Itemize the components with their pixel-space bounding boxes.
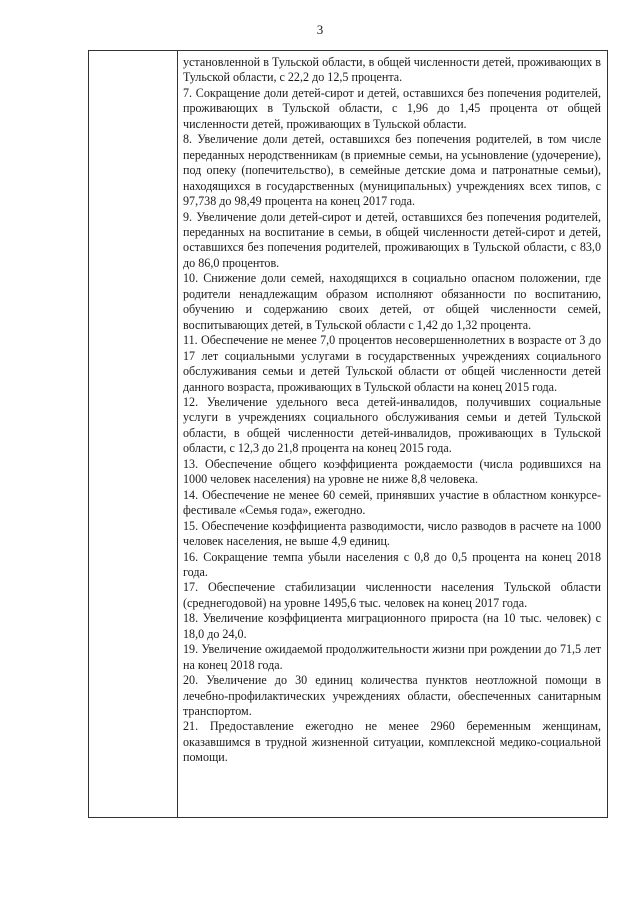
paragraph-item-21: 21. Предоставление ежегодно не менее 2960 беременным женщинам, оказавшимся в трудной жизненной ситуации, комплексной медико-социальной помощи.	[183, 719, 601, 765]
paragraph-item-14: 14. Обеспечение не менее 60 семей, принявших участие в областном конкурсе-фестивале «Семья года», ежегодно.	[183, 487, 601, 518]
paragraph-item-10: 10. Снижение доли семей, находящихся в социально опасном положении, где родители ненадлежащим образом исполняют обязанности по воспитанию, обучению и содержанию своих детей, от общей численности семей, воспитывающих детей, в Тульской области с 1,42 до 1,32 процента.	[183, 271, 601, 332]
paragraph-item-16: 16. Сокращение темпа убыли населения с 0,8 до 0,5 процента на конец 2018 года.	[183, 549, 601, 579]
paragraph-item-15: 15. Обеспечение коэффициента разводимости, число разводов в расчете на 1000 человек населения, не выше 4,9 единиц.	[183, 518, 601, 549]
document-table	[88, 50, 608, 818]
table-left-column	[89, 51, 178, 817]
paragraph-item-12: 12. Увеличение удельного веса детей-инвалидов, получивших социальные услуги в учреждениях социального обслуживания семьи и детей Тульской области, в общей численности детей-инвалидов, проживающих в Тульской области, с 12,3 до 21,8 процента на конец 2015 года.	[183, 394, 601, 456]
table-right-column	[178, 51, 607, 817]
paragraph-item-9: 9. Увеличение доли детей-сирот и детей, оставшихся без попечения родителей, переданных на воспитание в семьи, в общей численности детей-сирот и детей, оставшихся без попечения родителей, проживающих в Тульской области, с 83,0 до 86,0 процентов.	[183, 209, 601, 270]
paragraph-item-17: 17. Обеспечение стабилизации численности населения Тульской области (среднегодовой) на уровне 1495,6 тыс. человек на конец 2017 года.	[183, 580, 601, 610]
paragraph-item-8: 8. Увеличение доли детей, оставшихся без попечения родителей, в том числе переданных неродственникам (в приемные семьи, на усыновление (удочерение), под опеку (попечительство), в семейные детские дома и патронатные семьи), находящихся в государственных (муниципальных) учреждениях всех типов, с 97,738 до 98,49 процента на конец 2017 года.	[183, 132, 601, 209]
paragraph-item-20: 20. Увеличение до 30 единиц количества пунктов неотложной помощи в лечебно-профилактических учреждениях области, обеспеченных санитарным транспортом.	[183, 673, 601, 719]
paragraph-item-19: 19. Увеличение ожидаемой продолжительности жизни при рождении до 71,5 лет на конец 2018 года.	[183, 642, 601, 672]
paragraph-item-11: 11. Обеспечение не менее 7,0 процентов несовершеннолетних в возрасте от 3 до 17 лет социальными услугами в государственных учреждениях социального обслуживания семьи и детей Тульской области от общей численности детей данного возраста, проживающих в Тульской области на конец 2015 года.	[183, 333, 601, 394]
paragraph-continuation: установленной в Тульской области, в общей численности детей, проживающих в Тульской области, с 22,2 до 12,5 процента.	[183, 55, 601, 85]
paragraph-item-7: 7. Сокращение доли детей-сирот и детей, оставшихся без попечения родителей, проживающих в Тульской области, с 1,96 до 1,45 процента от общей численности детей, проживающих в Тульской области.	[183, 85, 601, 131]
page-number: 3	[316, 22, 324, 37]
paragraph-item-13: 13. Обеспечение общего коэффициента рождаемости (числа родившихся на 1000 человек населения) на уровне не ниже 8,8 человека.	[183, 456, 601, 487]
paragraph-item-18: 18. Увеличение коэффициента миграционного прироста (на 10 тыс. человек) с 18,0 до 24,0.	[183, 611, 601, 641]
